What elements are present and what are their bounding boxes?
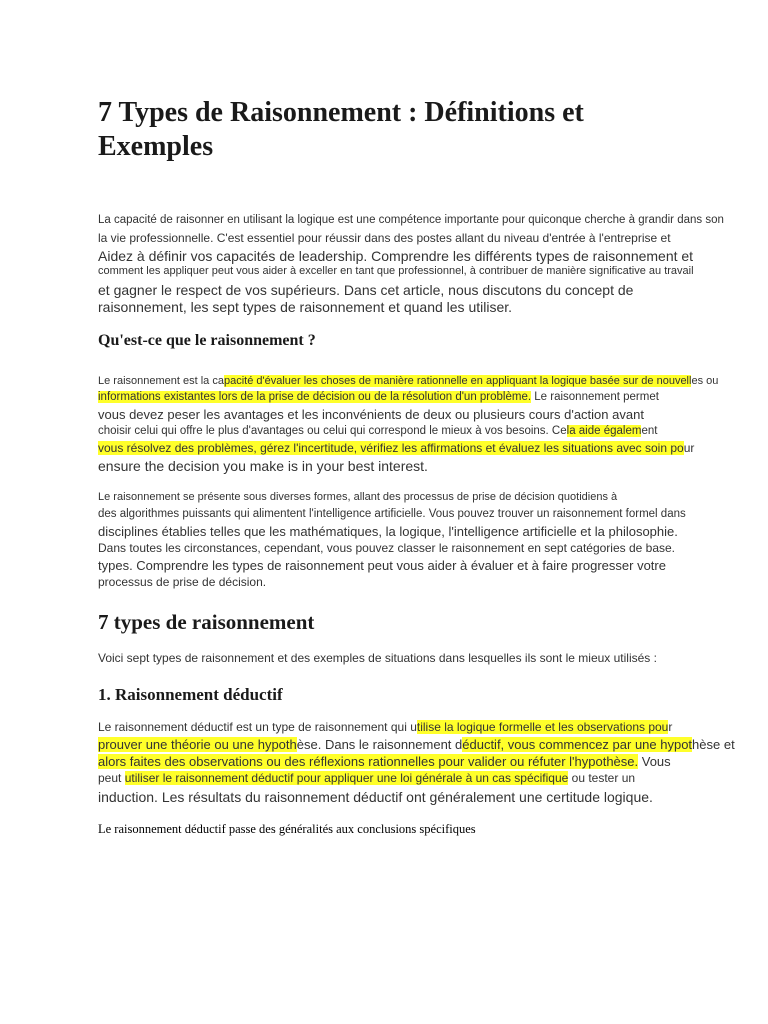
text-run: r xyxy=(668,720,673,734)
deductive-line-3 xyxy=(98,753,671,770)
text-run: choisir celui qui offre le plus d'avantages ou celui qui correspond le mieux à vos besoins. Ce xyxy=(98,425,567,437)
intro-line-5: et gagner le respect de vos supérieurs. Dans cet article, nous discutons du concept de xyxy=(98,282,634,298)
text-run: ur xyxy=(683,441,695,455)
what-p2-line-3: disciplines établies telles que les mathématiques, la logique, l'intelligence artificielle et la philosophie. xyxy=(98,524,678,539)
text-run: Le raisonnement permet xyxy=(531,391,659,403)
intro-line-3: Aidez à définir vos capacités de leadership. Comprendre les différents types de raisonnement et xyxy=(98,248,694,264)
highlight-run: tilise la logique formelle et les observations pou xyxy=(416,720,669,734)
what-p1-line-1 xyxy=(98,373,718,389)
text-run: Le raisonnement est la ca xyxy=(98,375,224,387)
what-p1-line-5 xyxy=(98,440,694,456)
deductive-line-2 xyxy=(98,736,735,753)
types-intro: Voici sept types de raisonnement et des exemples de situations dans lesquelles ils sont le mieux utilisés : xyxy=(98,651,657,665)
page-title-line-1: 7 Types de Raisonnement : Définitions et xyxy=(98,97,584,128)
intro-line-4: comment les appliquer peut vous aider à exceller en tant que professionnel, à contribuer de manière significative au travail xyxy=(98,265,694,277)
what-p2-line-2: des algorithmes puissants qui alimentent l'intelligence artificielle. Vous pouvez trouver un raisonnement formel dans xyxy=(98,508,686,520)
deductive-line-1 xyxy=(98,719,672,735)
text-run: ou tester un xyxy=(568,771,636,785)
what-p1-line-4 xyxy=(98,423,657,439)
deductive-line-4 xyxy=(98,770,635,786)
what-p2-line-6: processus de prise de décision. xyxy=(98,575,267,589)
highlight-run: prouver une théorie ou une hypoth xyxy=(98,737,297,752)
text-run: es ou xyxy=(691,375,719,387)
highlight-run: alors faites des observations ou des réflexions rationnelles pour valider ou réfuter l'hypothèse. xyxy=(98,754,639,769)
text-run: Le raisonnement déductif est un type de raisonnement qui u xyxy=(98,720,417,734)
what-p1-line-3: vous devez peser les avantages et les inconvénients de deux ou plusieurs cours d'action avant xyxy=(98,407,644,422)
what-p2-line-4: Dans toutes les circonstances, cependant, vous pouvez classer le raisonnement en sept catégories de base. xyxy=(98,541,676,555)
highlight-run: informations existantes lors de la prise de décision ou de la résolution d'un problème. xyxy=(98,391,532,403)
intro-line-2: la vie professionnelle. C'est essentiel pour réussir dans des postes allant du niveau d'entrée à l'entreprise et xyxy=(98,231,671,245)
page-title-line-2: Exemples xyxy=(98,131,214,162)
what-p2-line-5: types. Comprendre les types de raisonnement peut vous aider à évaluer et à faire progresser votre xyxy=(98,558,666,573)
highlight-run: utiliser le raisonnement déductif pour appliquer une loi générale à un cas spécifique xyxy=(124,771,569,785)
what-p1-line-2 xyxy=(98,389,659,405)
text-run: ent xyxy=(641,425,658,437)
section-heading-what: Qu'est-ce que le raisonnement ? xyxy=(98,332,316,349)
section-heading-types: 7 types de raisonnement xyxy=(98,610,315,634)
highlight-run: pacité d'évaluer les choses de m xyxy=(223,375,384,387)
section-heading-deductive: 1. Raisonnement déductif xyxy=(98,685,283,704)
highlight-run: éductif, vous commencez par une hypot xyxy=(462,737,693,752)
text-run: peut xyxy=(98,771,125,785)
highlight-run: anière rationnelle en appliquant la logique basée sur de nouvell xyxy=(383,375,692,387)
text-run: hèse et xyxy=(692,737,735,752)
deductive-line-5: induction. Les résultats du raisonnement déductif ont généralement une certitude logique. xyxy=(98,789,653,805)
text-run: èse. Dans le raisonnement d xyxy=(296,737,463,752)
highlight-run: vous résolvez des problèmes, gérez l'incertitude, vérifiez les affirmations et évaluez les situations avec soin po xyxy=(98,441,684,455)
intro-line-1: La capacité de raisonner en utilisant la logique est une compétence importante pour quiconque cherche à grandir dans son xyxy=(98,214,724,226)
highlight-run: la aide égalem xyxy=(566,425,642,437)
deductive-subheading: Le raisonnement déductif passe des généralités aux conclusions spécifiques xyxy=(98,822,476,836)
text-run: Vous xyxy=(638,754,671,769)
intro-line-6: raisonnement, les sept types de raisonnement et quand les utiliser. xyxy=(98,299,513,315)
what-p2-line-1: Le raisonnement se présente sous diverses formes, allant des processus de prise de décision quotidiens à xyxy=(98,491,618,503)
what-p1-line-6: ensure the decision you make is in your best interest. xyxy=(98,458,428,474)
